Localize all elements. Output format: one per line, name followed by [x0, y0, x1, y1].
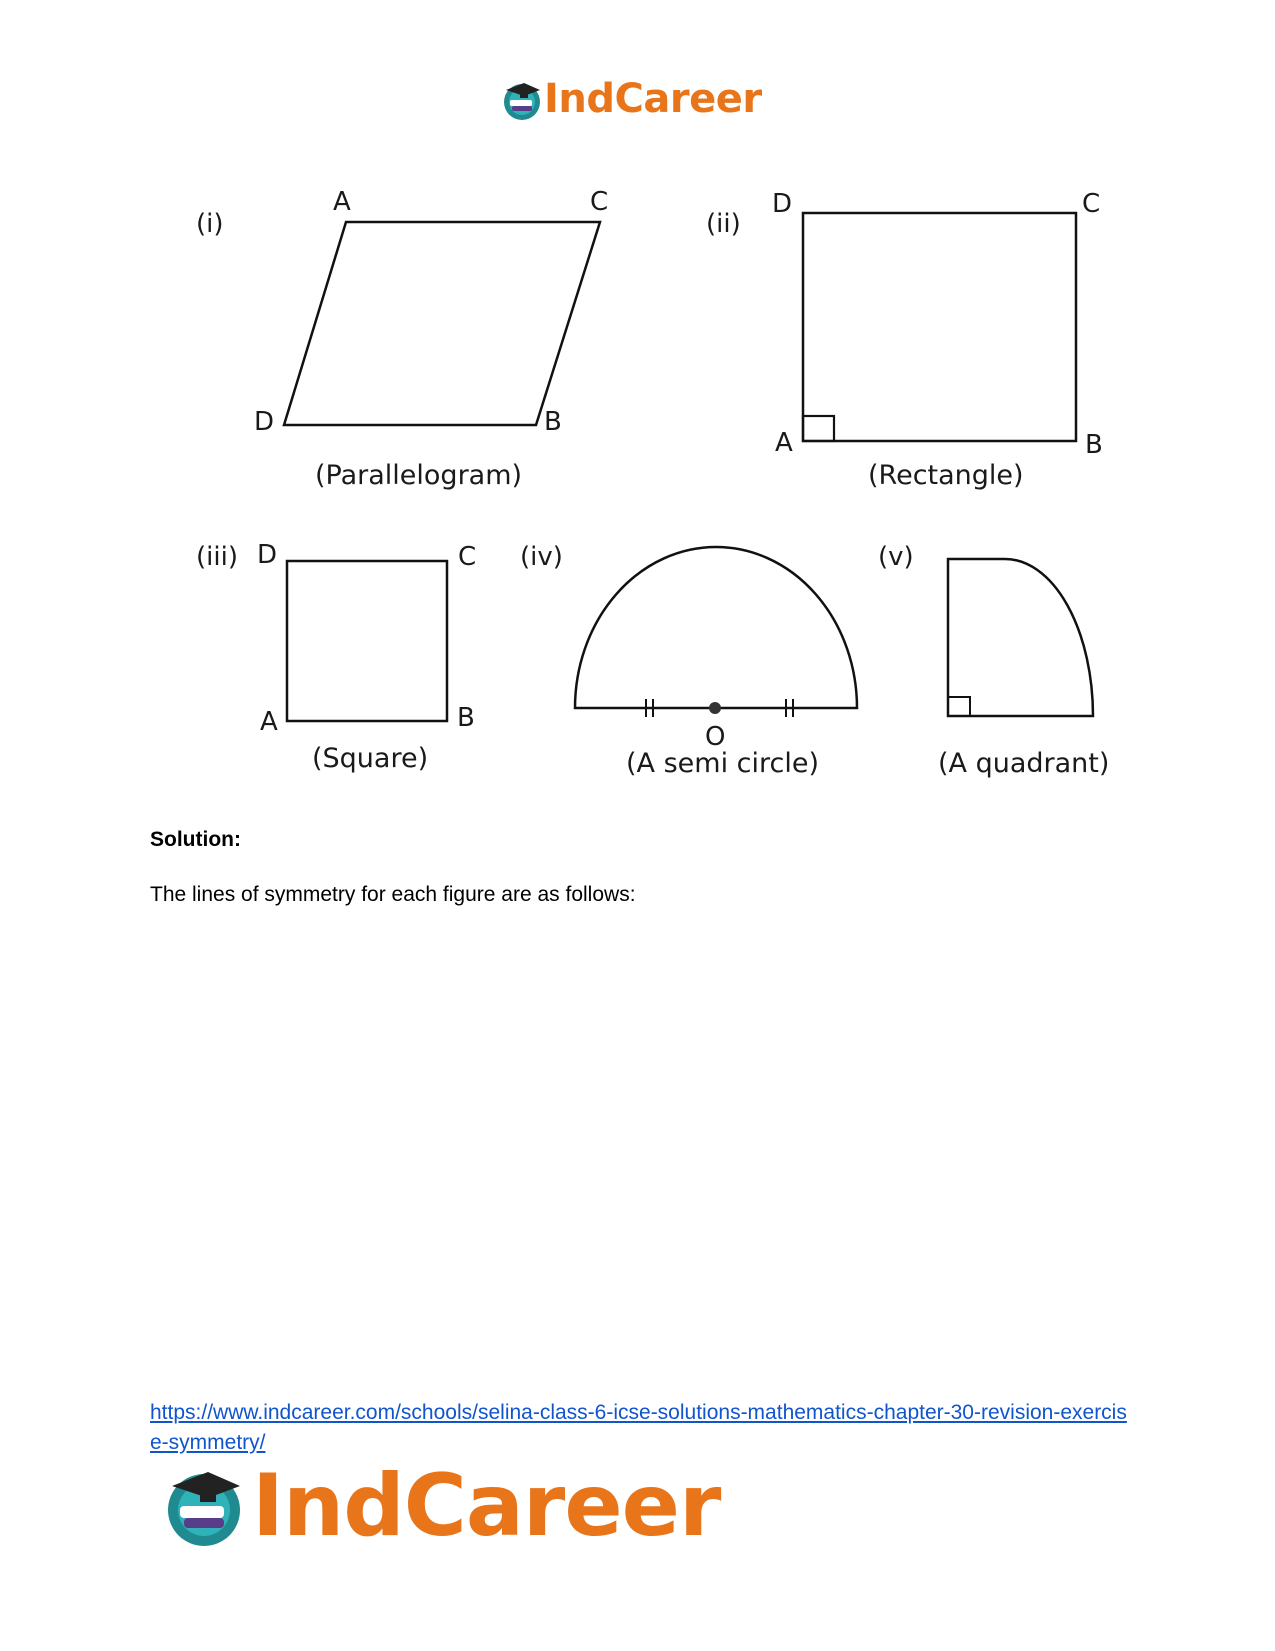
figure-2-caption: (Rectangle) [868, 460, 1024, 491]
header-logo [500, 78, 780, 126]
figure-parallelogram [196, 187, 608, 491]
vertex-label: C [590, 187, 609, 217]
vertex-label: A [775, 428, 793, 458]
right-angle-marker [803, 416, 834, 441]
indcareer-logo-icon [160, 1462, 248, 1550]
figure-rectangle [706, 189, 1103, 491]
header-brand-text: IndCareer [544, 76, 762, 122]
vertex-label: D [254, 407, 275, 437]
quadrant-shape [948, 559, 1093, 716]
figure-3-caption: (Square) [312, 743, 429, 774]
figure-1-number: (i) [196, 209, 224, 239]
parallelogram-shape [284, 222, 600, 425]
figure-semicircle [520, 542, 857, 779]
figure-quadrant [878, 542, 1109, 779]
figure-2-number: (ii) [706, 209, 741, 239]
vertex-label: D [257, 540, 278, 570]
square-shape [287, 561, 447, 721]
vertex-label: A [260, 707, 278, 737]
vertex-label: O [705, 722, 726, 752]
center-point [709, 702, 721, 714]
geometry-figures [0, 170, 1275, 790]
semicircle-shape [575, 547, 857, 708]
figure-3-number: (iii) [196, 542, 238, 572]
rectangle-shape [803, 213, 1076, 441]
vertex-label: B [544, 407, 562, 437]
figure-5-caption: (A quadrant) [938, 748, 1110, 779]
indcareer-logo-icon [500, 78, 544, 122]
solution-heading: Solution: [150, 828, 241, 851]
figure-4-number: (iv) [520, 542, 563, 572]
vertex-label: D [772, 189, 793, 219]
vertex-label: C [458, 542, 477, 572]
source-link[interactable]: https://www.indcareer.com/schools/selina-class-6-icse-solutions-mathematics-chapter-30-revision-exercise-symmetry/ [150, 1401, 1127, 1454]
vertex-label: B [1085, 430, 1103, 460]
vertex-label: B [457, 703, 475, 733]
figure-1-caption: (Parallelogram) [315, 460, 523, 491]
footer-logo [160, 1456, 721, 1562]
figure-5-number: (v) [878, 542, 914, 572]
figure-square [196, 540, 476, 774]
vertex-label: C [1082, 189, 1101, 219]
vertex-label: A [333, 187, 351, 217]
footer-brand-text: IndCareer [252, 1456, 721, 1556]
figure-4-caption: (A semi circle) [626, 748, 819, 779]
right-angle-marker [948, 697, 970, 716]
solution-text: The lines of symmetry for each figure are as follows: [150, 883, 636, 906]
